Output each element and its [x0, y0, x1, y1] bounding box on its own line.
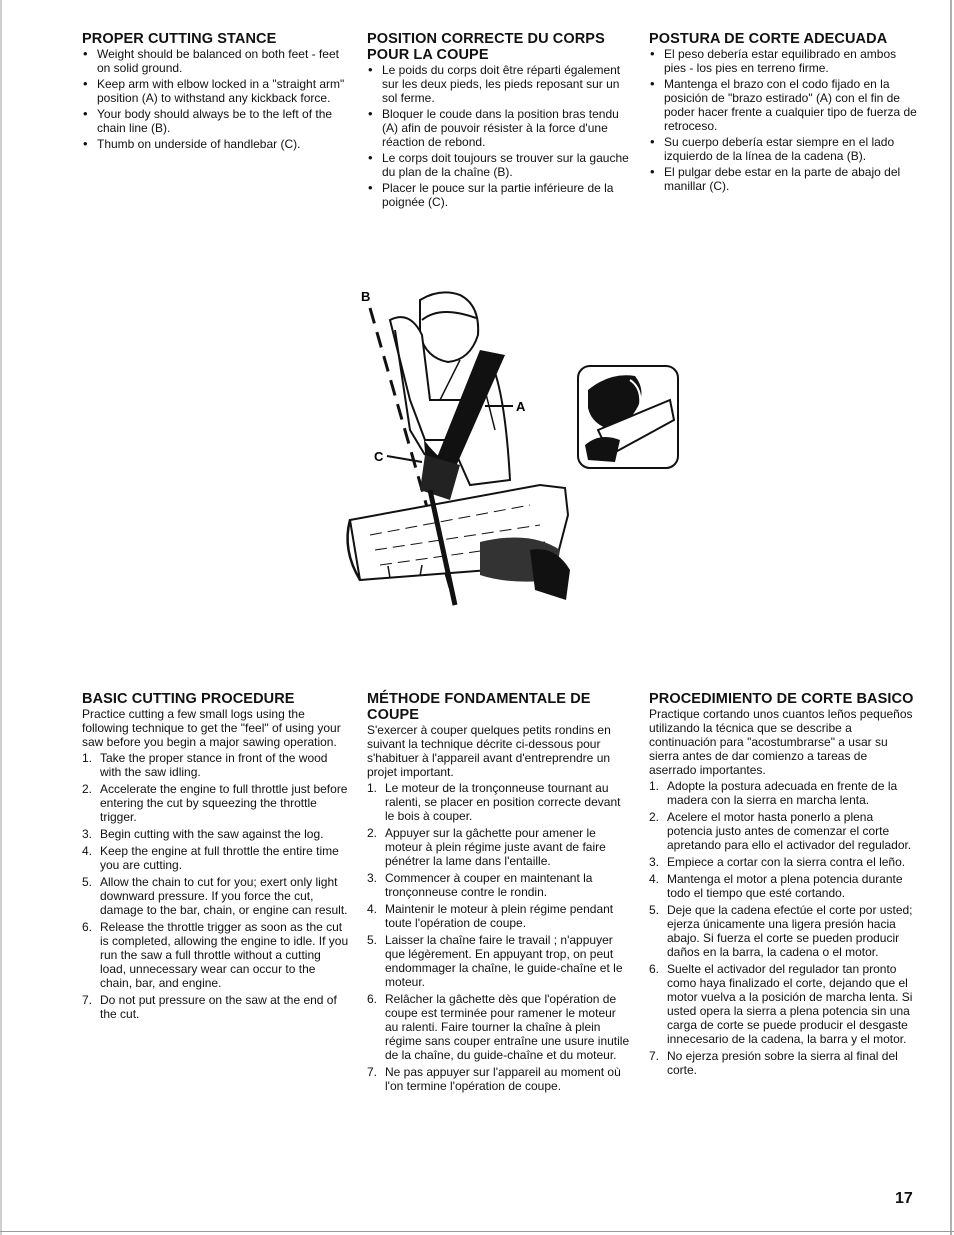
- procedure-steps-es: [649, 779, 917, 1077]
- list-item: • Bloquer le coude dans la position bras tendu (A) afin de pouvoir résister à la force d'une réaction de rebond.: [367, 107, 632, 149]
- list-item: • Weight should be balanced on both feet - feet on solid ground.: [82, 47, 352, 75]
- list-item: 3. Empiece a cortar con la sierra contra el leño.: [649, 855, 906, 869]
- list-item: • El pulgar debe estar en la parte de abajo del manillar (C).: [649, 165, 917, 193]
- label-c: C: [374, 449, 384, 464]
- procedure-heading-es: PROCEDIMIENTO DE CORTE BASICO: [649, 691, 914, 707]
- list-item: 4. Maintenir le moteur à plein régime pendant toute l'opération de coupe.: [367, 902, 614, 930]
- stance-heading-es: POSTURA DE CORTE ADECUADA: [649, 31, 888, 47]
- list-item: 5. Allow the chain to cut for you; exert only light downward pressure. If you force the cut, damage to the bar, chain, or engine can result.: [82, 875, 348, 917]
- procedure-intro-en: Practice cutting a few small logs using the following technique to get the "feel" of using your saw before you begin a major sawing operation.: [82, 707, 341, 749]
- procedure-heading-fr: MÉTHODE FONDAMENTALE DE COUPE: [367, 691, 591, 723]
- right-page-edge: [950, 0, 952, 1235]
- list-item: • Keep arm with elbow locked in a "straight arm" position (A) to withstand any kickback force.: [82, 77, 352, 105]
- procedure-steps-fr: [367, 781, 631, 1093]
- list-item: 2. Accelerate the engine to full throttle just before entering the cut by squeezing the throttle trigger.: [82, 782, 348, 824]
- list-item: • Le corps doit toujours se trouver sur la gauche du plan de la chaîne (B).: [367, 151, 632, 179]
- list-item: 4. Keep the engine at full throttle the entire time you are cutting.: [82, 844, 339, 872]
- list-item: 2. Appuyer sur la gâchette pour amener le moteur à plein régime juste avant de faire pénétrer la lame dans l'entaille.: [367, 826, 606, 868]
- procedure-intro-fr: S'exercer à couper quelques petits rondins en suivant la technique décrite ci-dessous pour s'habituer à l'appareil avant d'entreprendre un projet important.: [367, 723, 611, 779]
- stance-list-es: [649, 47, 917, 193]
- bottom-page-edge: [0, 1231, 954, 1232]
- procedure-column-es: [649, 691, 917, 1080]
- log: [348, 485, 570, 600]
- label-b: B: [361, 289, 371, 304]
- stance-heading-fr: POSITION CORRECTE DU CORPS POUR LA COUPE: [367, 31, 605, 63]
- list-item: 6. Suelte el activador del regulador tan pronto como haya finalizado el corte, dejando que el motor vuelva a la posición de marcha lenta. Si usted opera la sierra a plena potencia sin una carga de corte se puede producir el desgaste innecesario de la cadena, la barra y el motor.: [649, 962, 913, 1046]
- list-item: 6. Release the throttle trigger as soon as the cut is completed, allowing the engine to idle. If you run the saw a full throttle without a cutting load, unnecessary wear can occur to the chain, bar, and engine.: [82, 920, 349, 990]
- list-item: 5. Deje que la cadena efectúe el corte por usted; ejerza únicamente una ligera presión hacia abajo. Si fuerza el corte se pueden producir daños en la barra, la cadena o el motor.: [649, 903, 913, 959]
- list-item: 3. Commencer à couper en maintenant la tronçonneuse contre le rondin.: [367, 871, 593, 899]
- procedure-column-fr: [367, 691, 631, 1096]
- list-item: 7. No ejerza presión sobre la sierra al final del corte.: [649, 1049, 898, 1077]
- procedure-intro-es: Practique cortando unos cuantos leños pequeños utilizando la técnica que se describe a continuación para "acostumbrarse" a usar su sierra antes de dar comienzo a tareas de aserrado importantes.: [649, 707, 913, 777]
- list-item: 6. Relâcher la gâchette dès que l'opération de coupe est terminée pour ramener le moteur au ralenti. Faire tourner la chaîne à plein régime sans couper entraîne une usure inutile de la chaîne, du guide-chaîne et du moteur.: [367, 992, 630, 1062]
- procedure-steps-en: [82, 751, 350, 1021]
- stance-list-en: [82, 47, 352, 151]
- list-item: 7. Do not put pressure on the saw at the end of the cut.: [82, 993, 337, 1021]
- list-item: 3. Begin cutting with the saw against the log.: [82, 827, 324, 841]
- list-item: • Thumb on underside of handlebar (C).: [82, 137, 352, 151]
- list-item: 2. Acelere el motor hasta ponerlo a plena potencia justo antes de comenzar el corte apretando para ello el activador del regulador.: [649, 810, 912, 852]
- list-item: • Placer le pouce sur la partie inférieure de la poignée (C).: [367, 181, 632, 209]
- procedure-heading-en: BASIC CUTTING PROCEDURE: [82, 691, 295, 707]
- list-item: • Le poids du corps doit être réparti également sur les deux pieds, les pieds reposant sur un sol ferme.: [367, 63, 632, 105]
- list-item: 7. Ne pas appuyer sur l'appareil au moment où l'on termine l'opération de coupe.: [367, 1065, 621, 1093]
- stance-column-fr: [367, 31, 632, 211]
- list-item: • Mantenga el brazo con el codo fijado en la posición de "brazo estirado" (A) con el fin de poder hacer frente a cualquier tipo de fuerza de retroceso.: [649, 77, 917, 133]
- left-page-edge: [0, 0, 2, 1235]
- stance-list-fr: [367, 63, 632, 209]
- list-item: 5. Laisser la chaîne faire le travail ; n'appuyer que légèrement. En appuyant trop, on peut endommager la chaîne, le guide-chaîne et le moteur.: [367, 933, 623, 989]
- page-number: 17: [895, 1190, 913, 1207]
- list-item: • El peso debería estar equilibrado en ambos pies - los pies en terreno firme.: [649, 47, 917, 75]
- list-item: 1. Adopte la postura adecuada en frente de la madera con la sierra en marcha lenta.: [649, 779, 898, 807]
- procedure-column-en: [82, 691, 350, 1024]
- list-item: • Su cuerpo debería estar siempre en el lado izquierdo de la línea de la cadena (B).: [649, 135, 917, 163]
- stance-column-es: [649, 31, 917, 195]
- list-item: 1. Take the proper stance in front of the wood with the saw idling.: [82, 751, 328, 779]
- handlebar-grip-inset: [578, 366, 678, 468]
- list-item: 1. Le moteur de la tronçonneuse tournant au ralenti, se placer en position correcte devant le bois à couper.: [367, 781, 621, 823]
- stance-heading-en: PROPER CUTTING STANCE: [82, 31, 277, 47]
- stance-column-en: [82, 31, 352, 153]
- list-item: 4. Mantenga el motor a plena potencia durante todo el tiempo que esté cortando.: [649, 872, 903, 900]
- cutting-stance-illustration: [330, 280, 700, 610]
- list-item: • Your body should always be to the left of the chain line (B).: [82, 107, 352, 135]
- label-a: A: [516, 399, 526, 414]
